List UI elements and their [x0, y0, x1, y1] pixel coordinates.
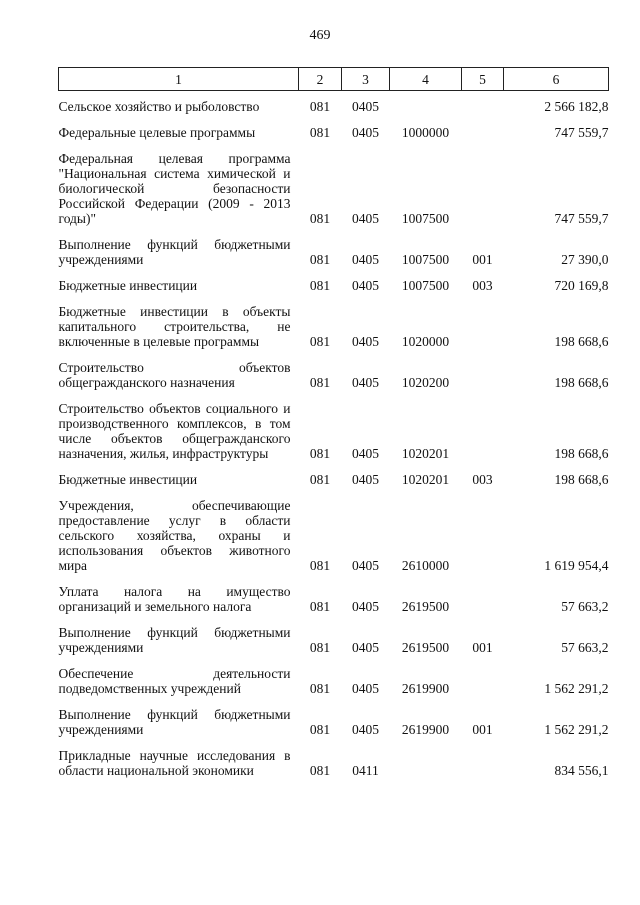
row-amount: 27 390,0 [561, 252, 609, 267]
row-name: Уплата налога на имущество организаций и земельного налога [58, 584, 291, 614]
code-4: 1007500 [401, 252, 450, 267]
row-amount: 198 668,6 [554, 334, 609, 349]
code-3: 0405 [352, 334, 379, 349]
row-amount: 57 663,2 [561, 640, 609, 655]
table-row [59, 273, 609, 299]
code-3: 0405 [352, 446, 379, 461]
code-4: 1007500 [401, 211, 450, 226]
code-4: 2619900 [401, 681, 450, 696]
table-header [59, 68, 609, 91]
code-3: 0405 [352, 599, 379, 614]
table-row [59, 355, 609, 396]
budget-table [58, 67, 609, 784]
column-header: 1 [59, 68, 299, 91]
code-4: 1007500 [401, 278, 450, 293]
table-row [59, 396, 609, 467]
code-4: 2610000 [401, 558, 450, 573]
table-row [59, 467, 609, 493]
code-2: 081 [309, 722, 331, 737]
table-row [59, 620, 609, 661]
row-name: Строительство объектов социального и производственного комплексов, в том числе объектов общегражданского назначения, жилья, инфраструктуры [58, 401, 291, 461]
row-name: Обеспечение деятельности подведомственных учреждений [58, 666, 291, 696]
code-3: 0405 [352, 278, 379, 293]
row-name: Федеральные целевые программы [58, 125, 256, 140]
table-row [59, 299, 609, 355]
code-3: 0405 [352, 472, 379, 487]
code-3: 0405 [352, 681, 379, 696]
row-amount: 747 559,7 [554, 125, 609, 140]
row-name: Бюджетные инвестиции [58, 472, 198, 487]
code-4: 2619900 [401, 722, 450, 737]
row-amount: 1 562 291,2 [544, 681, 609, 696]
code-2: 081 [309, 125, 331, 140]
table-row [59, 120, 609, 146]
column-header: 2 [299, 68, 342, 91]
code-4 [390, 91, 462, 121]
code-3: 0405 [352, 99, 379, 114]
code-2: 081 [309, 375, 331, 390]
row-amount: 198 668,6 [554, 375, 609, 390]
row-amount: 1 619 954,4 [544, 558, 609, 573]
code-4 [390, 743, 462, 784]
column-header: 4 [390, 68, 462, 91]
code-4: 1000000 [401, 125, 450, 140]
code-5: 001 [472, 722, 493, 737]
table-row [59, 493, 609, 579]
code-2: 081 [309, 599, 331, 614]
code-5 [462, 146, 504, 232]
table-row [59, 661, 609, 702]
table-row [59, 743, 609, 784]
table-row [59, 146, 609, 232]
code-5 [462, 579, 504, 620]
code-3: 0405 [352, 375, 379, 390]
code-4: 1020000 [401, 334, 450, 349]
code-2: 081 [309, 446, 331, 461]
code-5: 001 [472, 252, 493, 267]
column-header: 6 [504, 68, 609, 91]
table-body [59, 91, 609, 785]
code-5 [462, 91, 504, 121]
column-header: 3 [342, 68, 390, 91]
code-4: 2619500 [401, 640, 450, 655]
table-row [59, 232, 609, 273]
code-5 [462, 120, 504, 146]
row-amount: 747 559,7 [554, 211, 609, 226]
table-row [59, 91, 609, 121]
table-row [59, 702, 609, 743]
code-4: 1020201 [401, 472, 450, 487]
row-amount: 834 556,1 [554, 763, 609, 778]
code-2: 081 [309, 681, 331, 696]
row-amount: 2 566 182,8 [544, 99, 609, 114]
row-name: Федеральная целевая программа "Национальная система химической и биологической безопасности Российской Федерации (2009 - 2013 годы)" [58, 151, 291, 226]
row-name: Строительство объектов общегражданского назначения [58, 360, 291, 390]
code-2: 081 [309, 558, 331, 573]
code-5 [462, 355, 504, 396]
code-5 [462, 299, 504, 355]
code-2: 081 [309, 211, 331, 226]
code-3: 0411 [352, 763, 379, 778]
row-amount: 57 663,2 [561, 599, 609, 614]
code-2: 081 [309, 472, 331, 487]
code-4: 2619500 [401, 599, 450, 614]
code-5: 001 [472, 640, 493, 655]
row-name: Бюджетные инвестиции [58, 278, 198, 293]
code-3: 0405 [352, 558, 379, 573]
code-4: 1020201 [401, 446, 450, 461]
column-header: 5 [462, 68, 504, 91]
code-4: 1020200 [401, 375, 450, 390]
page-number: 469 [309, 28, 331, 43]
row-name: Учреждения, обеспечивающие предоставление услуг в области сельского хозяйства, охраны и использования объектов животного мира [58, 498, 291, 573]
table-row [59, 579, 609, 620]
code-5 [462, 661, 504, 702]
code-5 [462, 493, 504, 579]
code-3: 0405 [352, 252, 379, 267]
row-name: Прикладные научные исследования в области национальной экономики [58, 748, 291, 778]
code-2: 081 [309, 99, 331, 114]
code-3: 0405 [352, 722, 379, 737]
row-name: Выполнение функций бюджетными учреждениями [58, 625, 291, 655]
row-name: Выполнение функций бюджетными учреждениями [58, 237, 291, 267]
code-3: 0405 [352, 211, 379, 226]
code-2: 081 [309, 252, 331, 267]
code-5: 003 [472, 278, 493, 293]
code-5 [462, 743, 504, 784]
code-2: 081 [309, 640, 331, 655]
row-name: Бюджетные инвестиции в объекты капитального строительства, не включенные в целевые программы [58, 304, 291, 349]
code-2: 081 [309, 334, 331, 349]
code-3: 0405 [352, 125, 379, 140]
row-name: Выполнение функций бюджетными учреждениями [58, 707, 291, 737]
code-5 [462, 396, 504, 467]
row-amount: 198 668,6 [554, 446, 609, 461]
code-2: 081 [309, 278, 331, 293]
row-amount: 720 169,8 [554, 278, 609, 293]
code-2: 081 [309, 763, 331, 778]
row-amount: 1 562 291,2 [544, 722, 609, 737]
code-3: 0405 [352, 640, 379, 655]
row-name: Сельское хозяйство и рыболовство [58, 99, 260, 114]
row-amount: 198 668,6 [554, 472, 609, 487]
code-5: 003 [472, 472, 493, 487]
